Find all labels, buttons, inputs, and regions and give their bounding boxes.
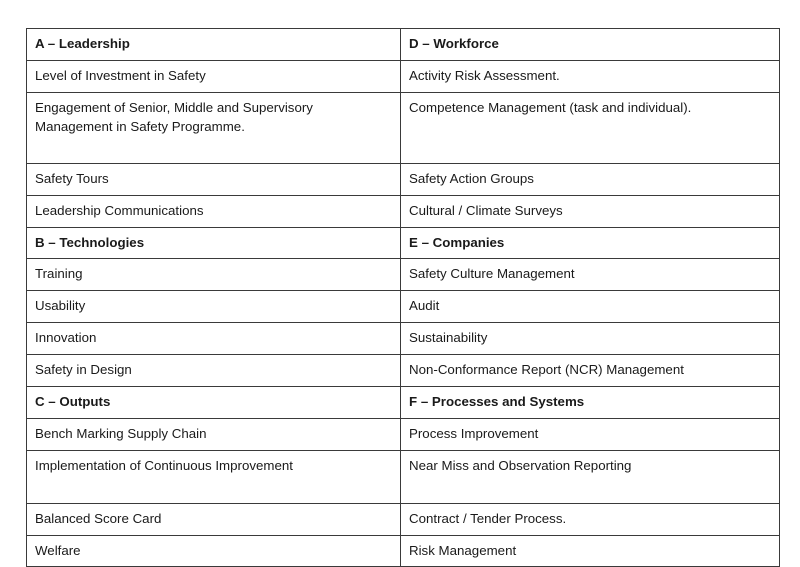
table-cell-right (401, 163, 780, 195)
table-cell-right (401, 535, 780, 567)
table-cell-right (401, 195, 780, 227)
cell-label: Safety Action Groups (409, 170, 534, 186)
table-section-header-row (27, 29, 780, 61)
table-cell-left (27, 195, 401, 227)
cell-label: Cultural / Climate Surveys (409, 202, 563, 218)
cell-label: Near Miss and Observation Reporting (409, 457, 632, 473)
cell-label: Activity Risk Assessment. (409, 67, 560, 83)
cell-label: Safety in Design (35, 362, 132, 377)
cell-label: Competence Management (task and individual). (409, 99, 692, 115)
section-header-label: E – Companies (409, 234, 505, 250)
table-row (27, 60, 780, 92)
table-row (27, 535, 780, 567)
cell-label: Contract / Tender Process. (409, 510, 567, 526)
table-section-header-row (27, 227, 780, 259)
cell-label: Welfare (35, 542, 81, 558)
kpi-table-body (27, 29, 780, 567)
cell-label: Risk Management (409, 542, 517, 558)
section-header-label: D – Workforce (409, 36, 499, 51)
table-cell-right (401, 418, 780, 450)
table-cell-left (27, 450, 401, 503)
cell-label: Leadership Communications (35, 202, 204, 218)
cell-label: Engagement of Senior, Middle and Supervisory Management in Safety Programme. (35, 99, 313, 134)
section-header-cell-right (401, 386, 780, 418)
cell-label: Training (35, 266, 83, 282)
cell-label: Safety Tours (35, 170, 109, 186)
table-cell-right (401, 60, 780, 92)
table-cell-left (27, 535, 401, 567)
table-cell-left (27, 259, 401, 291)
table-row (27, 195, 780, 227)
section-header-label: A – Leadership (35, 36, 130, 51)
table-row (27, 291, 780, 323)
cell-label: Innovation (35, 330, 97, 346)
cell-label: Level of Investment in Safety (35, 67, 206, 83)
section-header-label: F – Processes and Systems (409, 393, 585, 409)
table-cell-left (27, 60, 401, 92)
table-cell-left (27, 163, 401, 195)
table-row (27, 323, 780, 355)
cell-label: Balanced Score Card (35, 510, 162, 526)
section-header-label: C – Outputs (35, 393, 111, 409)
table-cell-right (401, 291, 780, 323)
table-cell-left (27, 323, 401, 355)
cell-label: Audit (409, 298, 440, 314)
kpi-category-table (26, 28, 780, 567)
table-cell-right (401, 355, 780, 387)
table-row (27, 450, 780, 503)
table-row (27, 92, 780, 163)
table-section-header-row (27, 386, 780, 418)
section-header-cell-right (401, 29, 780, 61)
cell-label: Process Improvement (409, 425, 539, 441)
cell-label: Non-Conformance Report (NCR) Management (409, 362, 684, 377)
table-row (27, 503, 780, 535)
table-cell-right (401, 503, 780, 535)
section-header-label: B – Technologies (35, 234, 145, 250)
table-row (27, 418, 780, 450)
cell-label: Usability (35, 298, 86, 314)
section-header-cell-left (27, 227, 401, 259)
section-header-cell-left (27, 386, 401, 418)
table-cell-right (401, 323, 780, 355)
table-row (27, 163, 780, 195)
table-cell-right (401, 259, 780, 291)
table-cell-left (27, 291, 401, 323)
table-cell-right (401, 92, 780, 163)
table-cell-left (27, 418, 401, 450)
cell-label: Implementation of Continuous Improvement (35, 457, 293, 473)
cell-label: Sustainability (409, 330, 488, 346)
section-header-cell-right (401, 227, 780, 259)
table-cell-left (27, 92, 401, 163)
table-cell-right (401, 450, 780, 503)
table-cell-left (27, 355, 401, 387)
table-row (27, 355, 780, 387)
cell-label: Safety Culture Management (409, 266, 575, 282)
cell-label: Bench Marking Supply Chain (35, 425, 207, 441)
section-header-cell-left (27, 29, 401, 61)
table-row (27, 259, 780, 291)
table-cell-left (27, 503, 401, 535)
